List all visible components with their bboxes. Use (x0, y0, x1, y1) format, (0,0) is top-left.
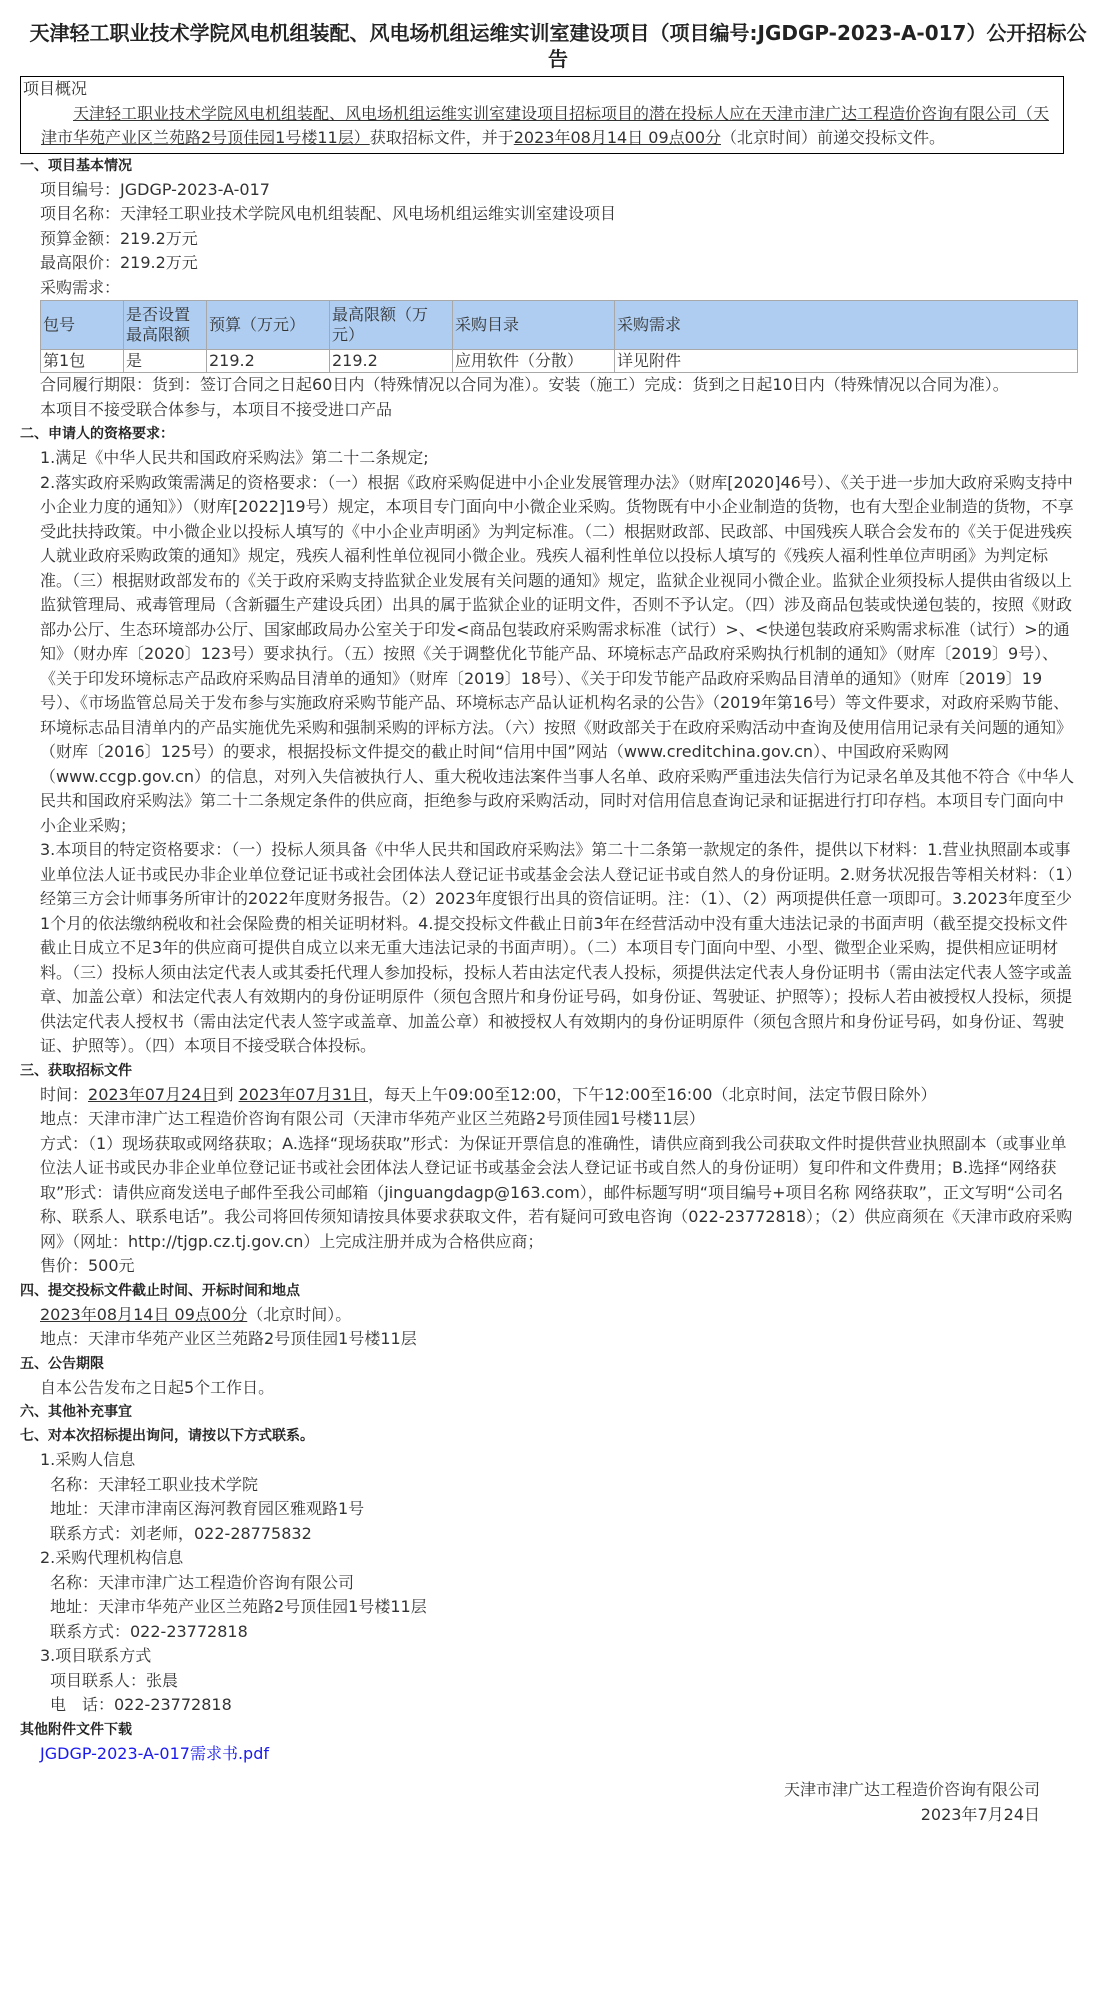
col-header-package: 包号 (41, 301, 124, 350)
signoff-company: 天津市津广达工程造价咨询有限公司 (783, 1780, 1040, 1799)
project-summary-box (20, 76, 1064, 154)
agency-address: 地址：天津市华苑产业区兰苑路2号顶佳园1号楼11层 (50, 1597, 427, 1616)
cell-has-max: 是 (124, 350, 207, 373)
qualification-item-3: 3.本项目的特定资格要求：（一）投标人须具备《中华人民共和国政府采购法》第二十二条第一款规定的条件，提供以下材料：1.营业执照副本或事业单位法人证书或民办非企业单位登记证书或社会团体法人登记证书或基金会法人登记证书或自然人的身份证明。2.财务状况报告等相关材料：（1）经第三方会计师事务所审计的2022年度财务报告。（2）2023年度银行出具的资信证明。注：（1）、（2）两项提供任意一项即可。3.2023年度至少1个月的依法缴纳税收和社会保险费的相关证明材料。4.提交投标文件截止日前3年在经营活动中没有重大违法记录的书面声明（截至提交投标文件截止日成立不足3年的供应商可提供自成立以来无重大违法记录的书面声明）。（二）本项目专门面向中型、小型、微型企业采购，提供相应证明材料。（三）投标人须由法定代表人或其委托代理人参加投标，投标人若由法定代表人投标，须提供法定代表人身份证明书（需由法定代表人签字或盖章、加盖公章）和法定代表人有效期内的身份证明原件（须包含照片和身份证号码，如身份证、驾驶证、护照等）；投标人若由被授权人投标，须提供法定代表人授权书（需由法定代表人签字或盖章、加盖公章）和被授权人有效期内的身份证明原件（须包含照片和身份证号码，如身份证、驾驶证、护照等）。（四）本项目不接受联合体投标。 (40, 840, 1074, 1055)
project-contact-phone: 电 话：022-23772818 (50, 1695, 232, 1714)
cell-demand: 详见附件 (615, 350, 1078, 373)
project-contact-person: 项目联系人：张晨 (50, 1670, 179, 1690)
purchaser-heading: 1.采购人信息 (40, 1450, 136, 1469)
section-6-heading: 六、其他补充事宜 (20, 1404, 132, 1420)
submission-location: 地点：天津市华苑产业区兰苑路2号顶佳园1号楼11层 (40, 1329, 417, 1348)
obtain-method: 方式：（1）现场获取或网络获取；A.选择“现场获取”形式：为保证开票信息的准确性，请供应商到我公司获取文件时提供营业执照副本（或事业单位法人证书或民办非企业单位登记证书或社会团体法人登记证书或基金会法人登记证书或自然人的身份证明）复印件和文件费用；B.选择“网络获取”形式：请供应商发送电子邮件至我公司邮箱（jinguangdagp@163.com），邮件标题写明“项目编号+项目名称 网络获取”，正文写明“公司名称、联系人、联系电话”。我公司将回传须知请按具体要求获取文件，若有疑问可致电咨询（022-23772818）；（2）供应商须在《天津市政府采购网》（网址：http://tjgp.cz.tj.gov.cn）上完成注册并成为合格供应商； (40, 1133, 1073, 1251)
summary-text-4: （北京时间）前递交投标文件。 (721, 128, 946, 147)
section-7-heading: 七、对本次招标提出询问，请按以下方式联系。 (20, 1428, 314, 1444)
contract-period: 合同履行期限：货到：签订合同之日起60日内（特殊情况以合同为准）。安装（施工）完成：货到之日起10日内（特殊情况以合同为准）。 (40, 375, 1009, 394)
section-4-heading: 四、提交投标文件截止时间、开标时间和地点 (20, 1282, 300, 1299)
requirements-table (40, 300, 1078, 373)
agency-name: 名称：天津市津广达工程造价咨询有限公司 (50, 1572, 355, 1592)
obtain-location: 地点：天津市津广达工程造价咨询有限公司（天津市华苑产业区兰苑路2号顶佳园1号楼11层） (40, 1109, 705, 1128)
qualification-item-2: 2.落实政府采购政策需满足的资格要求：（一）根据《政府采购促进中小企业发展管理办法》（财库[2020]46号）、《关于进一步加大政府采购支持中小企业力度的通知》）（财库[2022]19号）规定，本项目专门面向中小微企业采购。货物既有中小企业制造的货物，也有大型企业制造的货物，不享受此扶持政策。中小微企业以投标人填写的《中小企业声明函》为判定标准。（二）根据财政部、民政部、中国残疾人联合会发布的《关于促进残疾人就业政府采购政策的通知》规定，残疾人福利性单位视同小微企业。残疾人福利性单位以投标人填写的《残疾人福利性单位声明函》为判定标准。（三）根据财政部发布的《关于政府采购支持监狱企业发展有关问题的通知》规定，监狱企业视同小微企业。监狱企业须投标人提供由省级以上监狱管理局、戒毒管理局（含新疆生产建设兵团）出具的属于监狱企业的证明文件，否则不予认定。（四）涉及商品包装或快递包装的，按照《财政部办公厅、生态环境部办公厅、国家邮政局办公室关于印发<商品包装政府采购需求标准（试行）>、<快递包装政府采购需求标准（试行）>的通知》（财办库〔2020〕123号）要求执行。（五）按照《关于调整优化节能产品、环境标志产品政府采购执行机制的通知》（财库〔2019〕9号）、《关于印发环境标志产品政府采购品目清单的通知》（财库〔2019〕18号）、《关于印发节能产品政府采购品目清单的通知》（财库〔2019〕19号）、《市场监管总局关于发布参与实施政府采购节能产品、环境标志产品认证机构名录的公告》（2019年第16号）等文件要求，对政府采购节能、环境标志品目清单内的产品实施优先采购和强制采购的评标方法。（六）按照《财政部关于在政府采购活动中查询及使用信用记录有关问题的通知》（财库〔2016〕125号）的要求，根据投标文件提交的截止时间“信用中国”网站（www.creditchina.gov.cn）、中国政府采购网（www.ccgp.gov.cn）的信息，对列入失信被执行人、重大税收违法案件当事人名单、政府采购严重违法失信行为记录名单及其他不符合《中华人民共和国政府采购法》第二十二条规定条件的供应商，拒绝参与政府采购活动，同时对信用信息查询记录和证据进行打印存档。本项目专门面向中小企业采购； (40, 472, 1075, 835)
requirements-label: 采购需求： (40, 277, 121, 297)
qualification-item-1: 1.满足《中华人民共和国政府采购法》第二十二条规定; (40, 448, 429, 467)
obtain-time (40, 1083, 1078, 1108)
summary-deadline: 2023年08月14日 09点00分 (513, 128, 721, 147)
section-2-heading: 二、申请人的资格要求： (20, 426, 174, 442)
col-header-max-limit: 最高限额（万元） (330, 301, 453, 350)
col-header-demand: 采购需求 (615, 301, 1078, 350)
project-name: 项目名称：天津轻工职业技术学院风电机组装配、风电场机组运维实训室建设项目 (40, 204, 617, 223)
agency-heading: 2.采购代理机构信息 (40, 1548, 184, 1567)
table-header-row (41, 301, 1078, 350)
cell-budget: 219.2 (207, 350, 330, 373)
cell-package: 第1包 (41, 350, 124, 373)
purchaser-address: 地址：天津市津南区海河教育园区雅观路1号 (50, 1499, 365, 1518)
page-title: 天津轻工职业技术学院风电机组装配、风电场机组运维实训室建设项目（项目编号:JGDGP-2023-A-017）公开招标公告 (29, 21, 1087, 71)
attachments-heading: 其他附件文件下载 (20, 1721, 132, 1738)
submission-deadline (40, 1303, 1116, 1328)
obtain-time-label: 时间： (40, 1084, 89, 1104)
consortium-note: 本项目不接受联合体参与，本项目不接受进口产品 (40, 399, 393, 419)
project-number: 项目编号：JGDGP-2023-A-017 (40, 179, 270, 199)
col-header-catalog: 采购目录 (453, 301, 615, 350)
obtain-time-to: 到 (217, 1084, 234, 1104)
deadline-suffix: （北京时间）。 (247, 1304, 352, 1324)
attachment-pdf-link[interactable]: JGDGP-2023-A-017需求书.pdf (40, 1743, 269, 1763)
spacer (0, 1766, 1116, 1778)
obtain-time-rest: ，每天上午09:00至12:00，下午12:00至16:00（北京时间，法定节假日除外） (368, 1084, 937, 1104)
summary-label: 项目概况 (23, 79, 88, 98)
signoff-date: 2023年7月24日 (920, 1804, 1040, 1824)
summary-paragraph (23, 102, 1053, 151)
section-3-heading: 三、获取招标文件 (20, 1062, 132, 1079)
announcement-period: 自本公告发布之日起5个工作日。 (40, 1377, 275, 1397)
summary-text-1: 天津轻工职业技术学院风电机组装配、风电场机组运维实训室建设项目招标项目的潜在投标人应在天津市津广达工程造价咨询有限公司（天津市华苑产业区兰苑路2号顶佳园1号楼11层） (41, 103, 1050, 147)
summary-text-2: 获取招标文件，并于 (369, 128, 514, 147)
col-header-budget: 预算（万元） (207, 301, 330, 350)
document-price: 售价：500元 (40, 1256, 135, 1275)
obtain-end-date: 2023年07月31日 (238, 1084, 369, 1104)
table-row (41, 350, 1078, 373)
cell-max-limit: 219.2 (330, 350, 453, 373)
agency-contact: 联系方式：022-23772818 (50, 1621, 248, 1641)
col-header-has-max: 是否设置最高限额 (124, 301, 207, 350)
obtain-start-date: 2023年07月24日 (88, 1084, 218, 1104)
purchaser-contact: 联系方式：刘老师，022-28775832 (50, 1523, 312, 1543)
project-contact-heading: 3.项目联系方式 (40, 1646, 152, 1665)
max-price: 最高限价：219.2万元 (40, 253, 198, 272)
cell-catalog: 应用软件（分散） (453, 350, 615, 373)
budget-amount: 预算金额：219.2万元 (40, 228, 198, 248)
section-1-heading: 一、项目基本情况 (20, 157, 132, 174)
section-5-heading: 五、公告期限 (20, 1355, 104, 1372)
purchaser-name: 名称：天津轻工职业技术学院 (50, 1474, 259, 1494)
deadline-date: 2023年08月14日 09点00分 (40, 1304, 248, 1324)
